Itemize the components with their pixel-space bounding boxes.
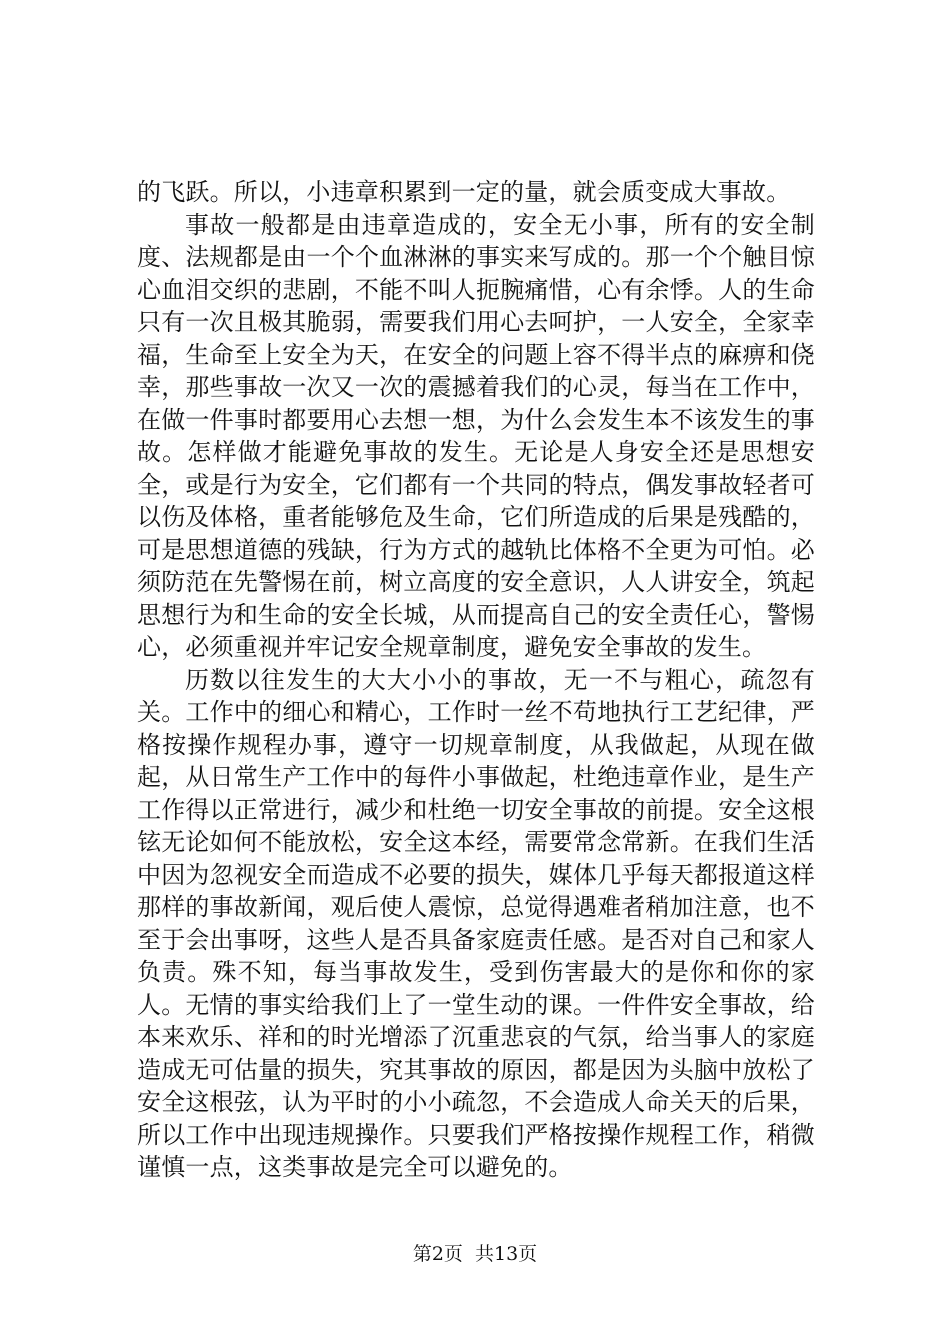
paragraph-2: 事故一般都是由违章造成的，安全无小事，所有的安全制度、法规都是由一个个血淋淋的事实来写成的。那一个个触目惊心血泪交织的悲剧，不能不叫人扼腕痛惜，心有余悸。人的生命只有一次且极其脆弱，需要我们用心去呵护，一人安全，全家幸福，生命至上安全为天，在安全的问题上容不得半点的麻痹和侥幸，那些事故一次又一次的震撼着我们的心灵，每当在工作中，在做一件事时都要用心去想一想，为什么会发生本不该发生的事故。怎样做才能避免事故的发生。无论是人身安全还是思想安全，或是行为安全，它们都有一个共同的特点，偶发事故轻者可以伤及体格，重者能够危及生命，它们所造成的后果是残酷的，可是思想道德的残缺，行为方式的越轨比体格不全更为可怕。必须防范在先警惕在前，树立高度的安全意识，人人讲安全，筑起思想行为和生命的安全长城，从而提高自己的安全责任心，警惕心，必须重视并牢记安全规章制度，避免安全事故的发生。 — [137, 210, 815, 661]
page-total: 共13页 — [475, 1243, 538, 1265]
page-number: 第2页 — [412, 1243, 463, 1265]
paragraph-1: 的飞跃。所以，小违章积累到一定的量，就会质变成大事故。 — [137, 178, 791, 206]
page-footer — [0, 1242, 950, 1266]
document-body — [137, 176, 815, 1184]
paragraph-3: 历数以往发生的大大小小的事故，无一不与粗心，疏忽有关。工作中的细心和精心，工作时一丝不苟地执行工艺纪律，严格按操作规程办事，遵守一切规章制度，从我做起，从现在做起，从日常生产工作中的每件小事做起，杜绝违章作业，是生产工作得以正常进行，减少和杜绝一切安全事故的前提。安全这根铉无论如何不能放松，安全这本经，需要常念常新。在我们生活中因为忽视安全而造成不必要的损失，媒体几乎每天都报道这样那样的事故新闻，观后使人震惊，总觉得遇难者稍加注意，也不至于会出事呀，这些人是否具备家庭责任感。是否对自己和家人负责。殊不知，每当事故发生，受到伤害最大的是你和你的家人。无情的事实给我们上了一堂生动的课。一件件安全事故，给本来欢乐、祥和的时光增添了沉重悲哀的气氛，给当事人的家庭造成无可估量的损失，究其事故的原因，都是因为头脑中放松了安全这根弦，认为平时的小小疏忽，不会造成人命关天的后果，所以工作中出现违规操作。只要我们严格按操作规程工作，稍微谨慎一点，这类事故是完全可以避免的。 — [137, 665, 815, 1181]
footer-spacer — [463, 1243, 475, 1265]
